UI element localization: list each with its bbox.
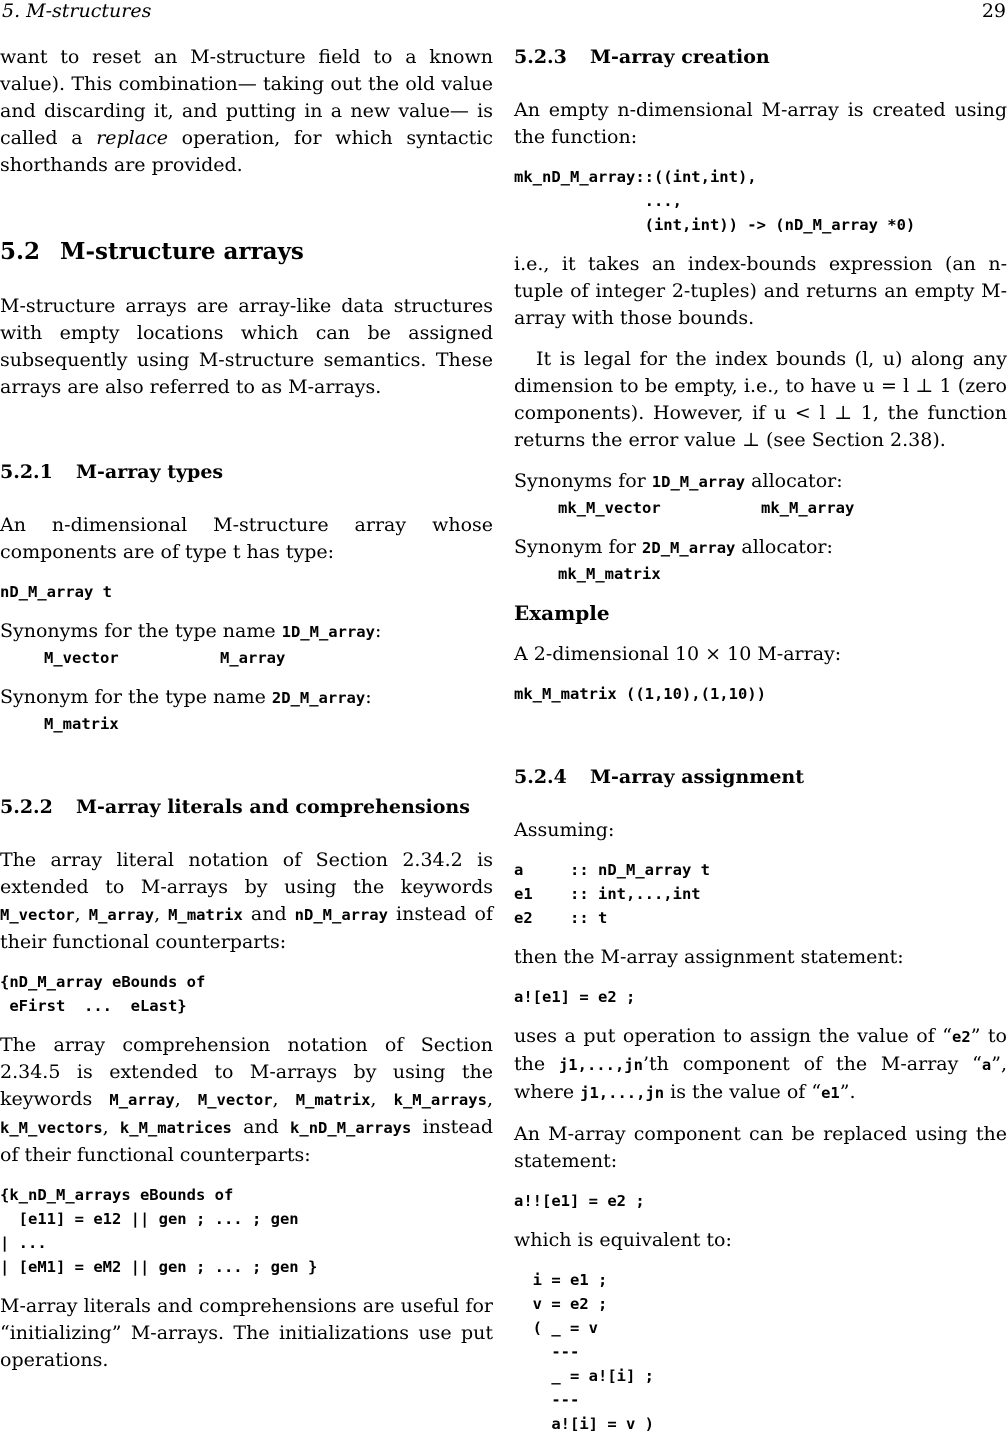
section-5-2-2-paragraph: The array literal notation of Section 2.34.2 is extended to M-arrays by using the keywords M_vector, M_array, M_matrix and nD_M_array instead of their functional counterparts: [0, 849, 493, 953]
section-5-2-2-heading: 5.2.2 M-array literals and comprehensions [0, 796, 470, 818]
page-number: 29 [981, 0, 1006, 22]
section-5-2-paragraph: M-structure arrays are array-like data structures with empty locations which can be assigned subsequently using M-structure semantics. These arrays are also referred to as M-arrays. [0, 295, 493, 398]
synonyms-1d-allocator-list: mk_M_vector mk_M_array [558, 499, 855, 517]
section-5-2-1-heading: 5.2.1 M-array types [0, 461, 224, 483]
synonyms-2d-allocator-list: mk_M_matrix [558, 565, 661, 583]
assuming-paragraph: Assuming: [514, 819, 615, 841]
section-5-2-heading: 5.2 M-structure arrays [0, 238, 304, 265]
code-literal: {nD_M_array eBounds of eFirst ... eLast} [0, 973, 206, 1015]
synonyms-2d-list: M_matrix [44, 715, 119, 733]
replace-paragraph: An M-array component can be replaced using the statement: [514, 1123, 1007, 1172]
then-paragraph: then the M-array assignment statement: [514, 946, 904, 968]
equivalent-paragraph: which is equivalent to: [514, 1229, 732, 1251]
synonyms-1d-allocator-label: Synonyms for 1D_M_array allocator: [514, 470, 843, 492]
running-header-chapter: 5. M-structures [2, 0, 152, 22]
left-column [0, 44, 493, 1374]
code-put: a![e1] = e2 ; [514, 988, 636, 1006]
code-example: mk_M_matrix ((1,10),(1,10)) [514, 685, 766, 703]
section-5-2-3-paragraph: An empty n-dimensional M-array is created using the function: [514, 99, 1007, 148]
code-equivalent: i = e1 ; v = e2 ; ( _ = v --- _ = a![i] ; --- a![i] = v ) [532, 1271, 654, 1433]
code-replace: a!![e1] = e2 ; [514, 1192, 645, 1210]
section-5-2-4-heading: 5.2.4 M-array assignment [514, 766, 805, 788]
example-heading: Example [514, 601, 610, 625]
code-comprehension: {k_nD_M_arrays eBounds of [e11] = e12 || gen ; ... ; gen | ... | [eM1] = eM2 || gen ; ... ; gen } [0, 1186, 318, 1276]
section-5-2-1-paragraph: An n-dimensional M-structure array whose components are of type t has type: [0, 514, 493, 563]
synonyms-1d-label: Synonyms for the type name 1D_M_array: [0, 620, 382, 642]
code-type: nD_M_array t [0, 583, 112, 601]
ie-paragraph: i.e., it takes an index-bounds expression (an n-tuple of integer 2-tuples) and returns an empty M-array with those bounds. [514, 253, 1007, 329]
synonyms-2d-allocator-label: Synonym for 2D_M_array allocator: [514, 536, 833, 558]
code-mk-array: mk_nD_M_array::((int,int), ..., (int,int)) -> (nD_M_array *0) [514, 168, 916, 234]
intro-paragraph: want to reset an M-structure field to a known value). This combination— taking out the old value and discarding it, and putting in a new value— is called a replace operation, for which syntactic shorthands are provided. [0, 46, 493, 176]
bounds-paragraph: It is legal for the index bounds (l, u) along any dimension to be empty, i.e., to have u = l ⊥ 1 (zero components). However, if u < l ⊥ 1, the function returns the error value ⊥ (see Section 2.38). [514, 348, 1007, 451]
code-assume: a :: nD_M_array t e1 :: int,...,int e2 :: t [514, 861, 710, 927]
uses-paragraph: uses a put operation to assign the value of “e2” to the j1,...,jn’th component of the M-array “a”, where j1,...,jn is the value of “e1”. [514, 1025, 1008, 1103]
right-column [514, 44, 1007, 1436]
section-5-2-3-heading: 5.2.3 M-array creation [514, 46, 770, 68]
closing-paragraph: M-array literals and comprehensions are useful for “initializing” M-arrays. The initializations use put operations. [0, 1295, 493, 1371]
synonyms-1d-list: M_vector M_array [44, 649, 286, 667]
comprehension-paragraph: The array comprehension notation of Section 2.34.5 is extended to M-arrays by using the keywords M_array, M_vector, M_matrix, k_M_arrays, k_M_vectors, k_M_matrices and k_nD_M_arrays instead of their functional counterparts: [0, 1034, 493, 1166]
example-paragraph: A 2-dimensional 10 × 10 M-array: [514, 643, 842, 665]
synonyms-2d-label: Synonym for the type name 2D_M_array: [0, 686, 372, 708]
